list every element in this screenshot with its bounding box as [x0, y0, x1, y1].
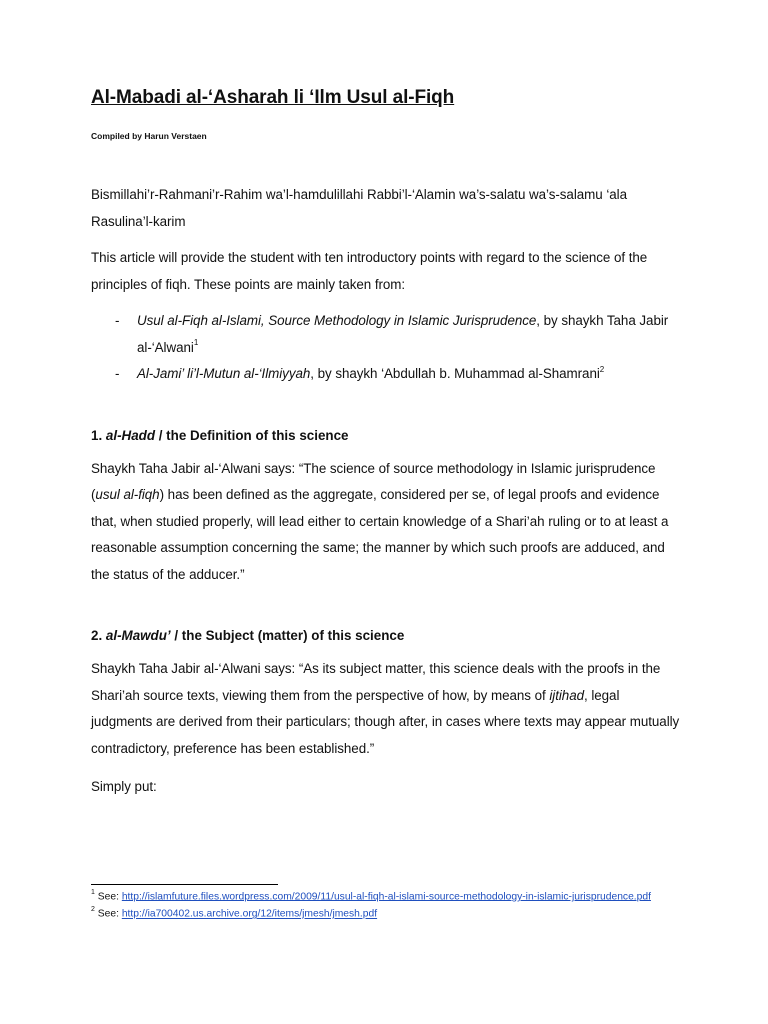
section-heading-definition — [91, 426, 681, 446]
section-number: 1. — [91, 427, 103, 443]
footnotes — [91, 884, 691, 922]
section-title: / the Subject (matter) of this science — [170, 628, 405, 643]
source-title: Al-Jami’ li’l-Mutun al-‘Ilmiyyah — [137, 366, 311, 381]
list-dash: - — [115, 366, 120, 381]
footnote-ref[interactable]: 2 — [599, 364, 605, 374]
paragraph-text: Shaykh Taha Jabir al-‘Alwani says: “The science of source methodology in Islamic jurisprudence ( — [91, 460, 656, 502]
footnote-1 — [91, 887, 691, 904]
definition-paragraph — [91, 456, 681, 589]
paragraph-text: ) has been defined as the aggregate, considered per se, of legal proofs and evidence that, when studied properly, will lead either to certain knowledge of a Shari’ah ruling or to at least a reasonable assumption concerning the same; the manner by which such proofs are adduced, and the status of the adducer.” — [91, 487, 669, 582]
footnote-prefix: See: — [94, 891, 122, 903]
paragraph-text: Shaykh Taha Jabir al-‘Alwani says: “As its subject matter, this science deals with the proofs in the Shari’ah source texts, viewing them from the perspective of how, by means of — [91, 661, 661, 703]
source-title: Usul al-Fiqh al-Islami, Source Methodology in Islamic Jurisprudence — [137, 313, 537, 328]
footnote-link[interactable]: http://ia700402.us.archive.org/12/items/jmesh/jmesh.pdf — [121, 908, 378, 920]
simply-put-text: Simply put: — [91, 779, 157, 794]
footnote-prefix: See: — [94, 908, 122, 920]
footnote-number: 2 — [91, 906, 95, 914]
compiled-by: Compiled by Harun Verstaen — [91, 131, 207, 141]
section-heading-subject — [91, 626, 681, 646]
footnote-ref[interactable]: 1 — [193, 338, 199, 348]
paragraph-term: ijtihad — [549, 687, 584, 703]
subject-paragraph — [91, 656, 681, 762]
source-author: , by shaykh ‘Abdullah b. Muhammad al-Shamrani — [310, 366, 600, 381]
section-title: / the Definition of this science — [155, 427, 349, 443]
source-author: , by shaykh Taha Jabir al-‘Alwani — [137, 313, 669, 355]
footnote-2 — [91, 904, 691, 921]
footnote-number: 1 — [91, 889, 95, 896]
sources-list — [91, 308, 681, 388]
paragraph-text: , legal judgments are derived from their particulars; though after, in cases where texts may appear mutually contradictory, preference has been established.” — [91, 687, 680, 756]
document-title: Al-Mabadi al-‘Asharah li ‘Ilm Usul al-Fiqh — [91, 87, 455, 108]
section-term: al-Mawdu’ — [105, 628, 171, 643]
document-page — [91, 86, 681, 801]
footnote-divider — [91, 884, 278, 885]
section-term: al-Hadd — [105, 427, 156, 443]
intro-paragraph: This article will provide the student with ten introductory points with regard to the science of the principles of fiqh. These points are mainly taken from: — [91, 250, 648, 292]
list-item — [91, 361, 681, 388]
footnote-link[interactable]: http://islamfuture.files.wordpress.com/2009/11/usul-al-fiqh-al-islami-source-methodology-in-islamic-jurisprudence.pdf — [121, 891, 651, 903]
paragraph-term: usul al-fiqh — [95, 487, 160, 502]
section-number: 2. — [91, 628, 103, 643]
basmala-paragraph: Bismillahi’r-Rahmani’r-Rahim wa’l-hamdulillahi Rabbi’l-‘Alamin wa’s-salatu wa’s-salamu ‘ala Rasulina’l-karim — [91, 187, 627, 229]
list-item — [91, 308, 681, 361]
list-dash: - — [115, 313, 120, 328]
